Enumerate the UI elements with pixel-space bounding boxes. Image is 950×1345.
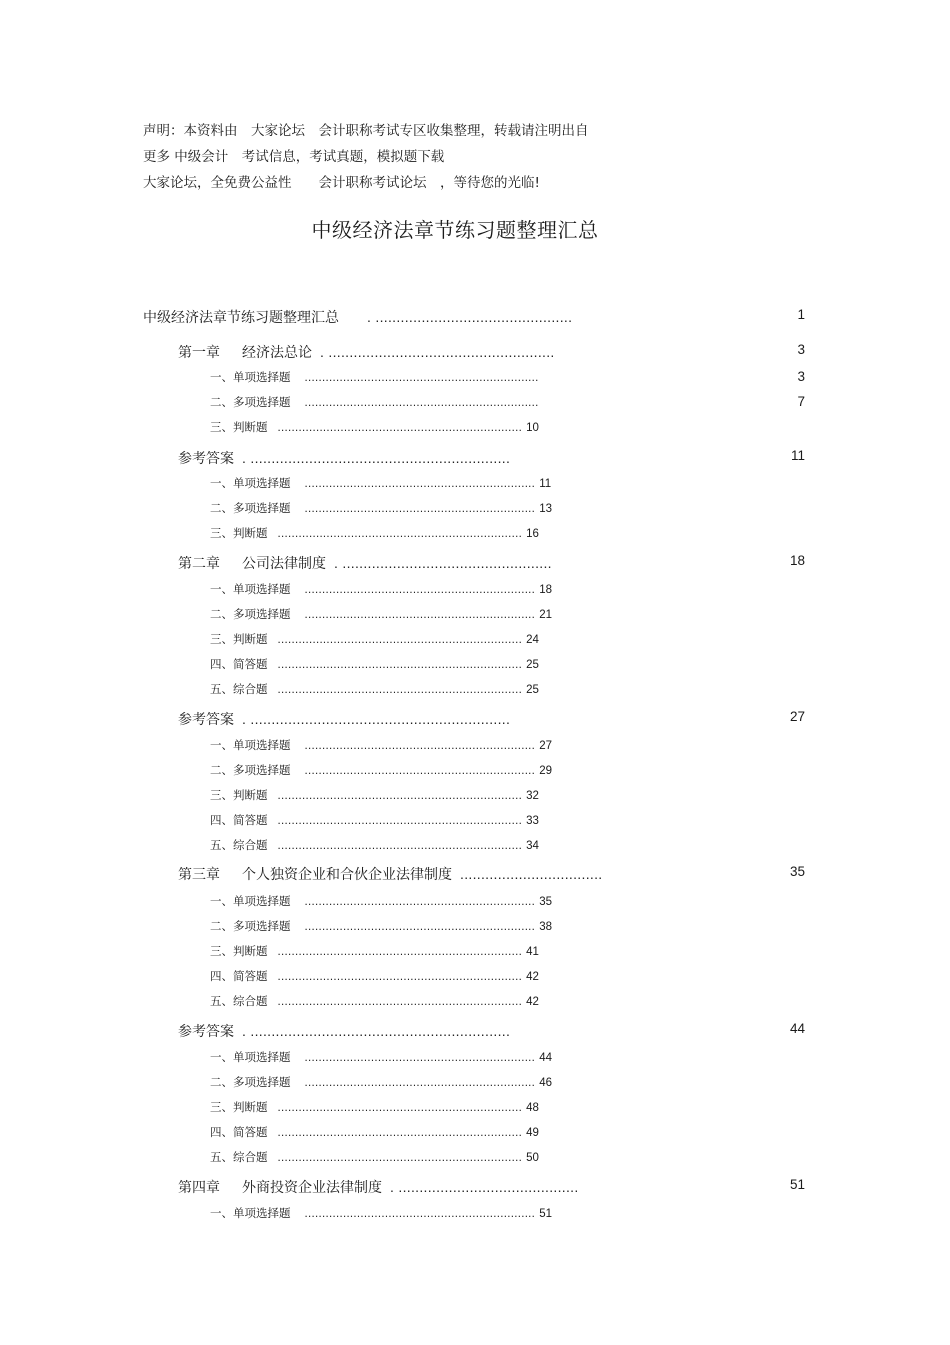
toc-entry-prefix: 一、 [210, 370, 233, 384]
toc-entry[interactable] [210, 1074, 552, 1090]
toc-page-number: 35 [539, 896, 552, 908]
toc-entry-title: 单项选择题 [233, 738, 291, 752]
toc-entry-prefix: 第二章 [178, 556, 220, 572]
toc-page-number: 44 [789, 1021, 805, 1036]
toc-entry-title: 单项选择题 [233, 476, 291, 490]
toc-entry-prefix: 五、 [210, 682, 233, 696]
toc-entry-title: 简答题 [233, 1125, 268, 1139]
toc-leader-dots: .................................................................. [304, 1052, 536, 1064]
toc-page-number: 21 [539, 609, 552, 621]
toc-entry[interactable] [210, 943, 539, 959]
toc-page-number: 25 [526, 659, 539, 671]
toc-page-number: 10 [526, 422, 539, 434]
toc-entry-prefix: 二、 [210, 919, 233, 933]
toc-entry-prefix: 二、 [210, 501, 233, 515]
toc-entry-title: 多项选择题 [233, 1075, 291, 1089]
toc-page-number: 24 [526, 634, 539, 646]
toc-leader-dots: . .............................................................. [242, 1023, 511, 1039]
toc-entry[interactable] [210, 419, 539, 435]
toc-entry-title: 多项选择题 [233, 501, 291, 515]
toc-entry[interactable] [210, 1049, 552, 1065]
notice-line: 声明：本资料由 大家论坛 会计职称考试专区收集整理，转载请注明出自 [143, 123, 589, 139]
toc-entry-prefix: 五、 [210, 1150, 233, 1164]
toc-entry[interactable] [210, 762, 552, 778]
toc-entry-title: 简答题 [233, 813, 268, 827]
toc-page-number: 11 [790, 448, 805, 463]
toc-entry-prefix: 第一章 [178, 345, 220, 361]
toc-leader-dots: ...................................................................... [277, 684, 523, 696]
toc-entry-prefix: 二、 [210, 395, 233, 409]
toc-entry[interactable] [178, 342, 555, 362]
toc-entry[interactable] [178, 553, 552, 573]
toc-entry-title: 参考答案 [178, 1024, 234, 1040]
toc-entry-prefix: 三、 [210, 1100, 233, 1114]
toc-leader-dots: .................................................................. [304, 584, 536, 596]
toc-entry[interactable] [210, 737, 552, 753]
toc-entry-title: 经济法总论 [242, 345, 312, 361]
toc-page-number: 13 [539, 503, 552, 515]
toc-entry[interactable] [210, 968, 539, 984]
document-title: 中级经济法章节练习题整理汇总 [311, 218, 599, 242]
toc-entry[interactable] [210, 681, 539, 697]
toc-leader-dots: ...................................................................... [277, 790, 523, 802]
toc-entry-prefix: 五、 [210, 994, 233, 1008]
toc-entry-prefix: 三、 [210, 788, 233, 802]
toc-entry-title: 多项选择题 [233, 919, 291, 933]
toc-entry-title: 判断题 [233, 526, 268, 540]
toc-page-number: 50 [526, 1152, 539, 1164]
toc-page-number: 38 [539, 921, 552, 933]
toc-page-number: 7 [797, 394, 805, 409]
toc-entry[interactable] [210, 475, 551, 491]
toc-page-number: 51 [789, 1177, 805, 1192]
toc-entry[interactable] [210, 1205, 552, 1221]
toc-entry[interactable] [178, 1177, 579, 1197]
toc-page-number: 42 [526, 996, 539, 1008]
toc-entry-prefix: 二、 [210, 763, 233, 777]
toc-entry-title: 判断题 [233, 944, 268, 958]
toc-entry-title: 综合题 [233, 838, 268, 852]
toc-leader-dots: . .................................................. [334, 555, 552, 571]
toc-page-number: 48 [526, 1102, 539, 1114]
toc-entry-title: 多项选择题 [233, 395, 291, 409]
toc-entry-prefix: 四、 [210, 657, 233, 671]
toc-leader-dots: ...................................................................... [277, 971, 523, 983]
toc-entry-title: 个人独资企业和合伙企业法律制度 [242, 867, 452, 883]
toc-entry-prefix: 第三章 [178, 867, 220, 883]
toc-leader-dots: . ........................................... [390, 1179, 579, 1195]
toc-entry-prefix: 一、 [210, 476, 233, 490]
toc-leader-dots: ...................................................................... [277, 1152, 523, 1164]
toc-entry-prefix: 二、 [210, 1075, 233, 1089]
toc-entry-title: 单项选择题 [233, 582, 291, 596]
toc-page-number: 51 [539, 1208, 552, 1220]
toc-entry[interactable] [210, 500, 552, 516]
toc-page-number: 18 [539, 584, 552, 596]
toc-page-number: 18 [789, 553, 805, 568]
toc-entry[interactable] [210, 837, 539, 853]
toc-leader-dots: ...................................................................... [277, 815, 523, 827]
toc-entry[interactable] [210, 918, 552, 934]
toc-entry[interactable] [210, 893, 552, 909]
toc-leader-dots: .................................................................. [304, 921, 536, 933]
toc-entry-prefix: 一、 [210, 582, 233, 596]
toc-leader-dots: .................................................................. [304, 609, 536, 621]
toc-entry-prefix: 四、 [210, 813, 233, 827]
toc-entry[interactable] [210, 1124, 539, 1140]
toc-entry-title: 综合题 [233, 682, 268, 696]
toc-leader-dots: .................................................................. [304, 1208, 536, 1220]
toc-leader-dots: ................................................................... [304, 397, 539, 409]
toc-entry-prefix: 一、 [210, 894, 233, 908]
toc-page-number: 32 [526, 790, 539, 802]
toc-entry-title: 多项选择题 [233, 763, 291, 777]
toc-entry-title: 简答题 [233, 657, 268, 671]
toc-entry-title: 单项选择题 [233, 370, 291, 384]
toc-leader-dots: ...................................................................... [277, 422, 523, 434]
toc-page-number: 11 [539, 478, 552, 490]
toc-page-number: 3 [797, 342, 805, 357]
toc-entry-title: 判断题 [233, 788, 268, 802]
notice-line: 大家论坛，全免费公益性 会计职称考试论坛 ，等待您的光临! [143, 175, 540, 191]
toc-entry[interactable] [210, 369, 539, 385]
toc-page-number: 27 [789, 709, 805, 724]
toc-entry[interactable] [178, 864, 602, 884]
toc-entry-title: 外商投资企业法律制度 [242, 1180, 382, 1196]
toc-leader-dots: . .............................................................. [242, 711, 511, 727]
toc-page-number: 1 [797, 307, 805, 322]
toc-entry-title: 参考答案 [178, 712, 234, 728]
toc-entry-prefix: 一、 [210, 1050, 233, 1064]
toc-entry-title: 公司法律制度 [242, 556, 326, 572]
toc-page-number: 29 [539, 765, 552, 777]
toc-leader-dots: ...................................................................... [277, 528, 523, 540]
toc-leader-dots: ...................................................................... [277, 659, 523, 671]
toc-entry-title: 单项选择题 [233, 894, 291, 908]
toc-entry-title: 中级经济法章节练习题整理汇总 [143, 310, 339, 326]
toc-entry-title: 单项选择题 [233, 1206, 291, 1220]
toc-leader-dots: ................................................................... [304, 372, 539, 384]
toc-entry[interactable] [210, 525, 539, 541]
toc-entry-prefix: 一、 [210, 738, 233, 752]
toc-entry-prefix: 四、 [210, 969, 233, 983]
toc-entry[interactable] [210, 656, 539, 672]
toc-page-number: 49 [526, 1127, 539, 1139]
toc-entry[interactable] [210, 787, 539, 803]
toc-entry-prefix: 第四章 [178, 1180, 220, 1196]
toc-leader-dots: ...................................................................... [277, 946, 523, 958]
toc-leader-dots: ...................................................................... [277, 634, 523, 646]
toc-leader-dots: .................................................................. [304, 896, 536, 908]
toc-entry-title: 判断题 [233, 1100, 268, 1114]
toc-page-number: 35 [789, 864, 805, 879]
toc-leader-dots: .................................................................. [304, 765, 536, 777]
toc-entry-prefix: 三、 [210, 526, 233, 540]
toc-leader-dots: ...................................................................... [277, 996, 523, 1008]
toc-entry-title: 综合题 [233, 1150, 268, 1164]
toc-leader-dots: ...................................................................... [277, 1127, 523, 1139]
toc-page-number: 25 [526, 684, 539, 696]
toc-leader-dots: .................................. [460, 866, 603, 882]
toc-leader-dots: .................................................................. [304, 1077, 536, 1089]
toc-entry[interactable] [143, 307, 572, 327]
toc-page-number: 41 [526, 946, 539, 958]
toc-entry[interactable] [210, 394, 539, 410]
toc-entry[interactable] [178, 709, 510, 729]
toc-entry-title: 多项选择题 [233, 607, 291, 621]
toc-entry-title: 参考答案 [178, 451, 234, 467]
toc-entry-prefix: 三、 [210, 944, 233, 958]
toc-entry-prefix: 三、 [210, 420, 233, 434]
toc-entry[interactable] [210, 581, 552, 597]
toc-entry-title: 单项选择题 [233, 1050, 291, 1064]
toc-entry-title: 判断题 [233, 632, 268, 646]
toc-entry[interactable] [178, 1021, 510, 1041]
toc-page-number: 3 [797, 369, 805, 384]
toc-page-number: 46 [539, 1077, 552, 1089]
toc-leader-dots: ...................................................................... [277, 1102, 523, 1114]
toc-entry-prefix: 三、 [210, 632, 233, 646]
toc-leader-dots: ...................................................................... [277, 840, 523, 852]
toc-entry-title: 简答题 [233, 969, 268, 983]
notice-line: 更多 中级会计 考试信息，考试真题，模拟题下载 [143, 149, 445, 165]
toc-entry[interactable] [178, 448, 510, 468]
toc-entry[interactable] [210, 993, 539, 1009]
toc-entry-prefix: 四、 [210, 1125, 233, 1139]
toc-entry-title: 综合题 [233, 994, 268, 1008]
toc-leader-dots: . ............................................... [367, 309, 573, 325]
toc-leader-dots: . ...................................................... [320, 344, 555, 360]
toc-leader-dots: .................................................................. [304, 740, 536, 752]
toc-leader-dots: .................................................................. [304, 503, 536, 515]
toc-entry-prefix: 五、 [210, 838, 233, 852]
toc-entry-title: 判断题 [233, 420, 268, 434]
toc-entry[interactable] [210, 606, 552, 622]
toc-page-number: 16 [526, 528, 539, 540]
toc-leader-dots: .................................................................. [304, 478, 536, 490]
toc-page-number: 44 [539, 1052, 552, 1064]
toc-page-number: 34 [526, 840, 539, 852]
toc-entry-prefix: 一、 [210, 1206, 233, 1220]
toc-entry[interactable] [210, 1099, 539, 1115]
toc-entry[interactable] [210, 1149, 539, 1165]
toc-entry-prefix: 二、 [210, 607, 233, 621]
toc-page-number: 42 [526, 971, 539, 983]
toc-leader-dots: . .............................................................. [242, 450, 511, 466]
toc-page-number: 33 [526, 815, 539, 827]
toc-entry[interactable] [210, 812, 539, 828]
toc-page-number: 27 [539, 740, 552, 752]
toc-entry[interactable] [210, 631, 539, 647]
